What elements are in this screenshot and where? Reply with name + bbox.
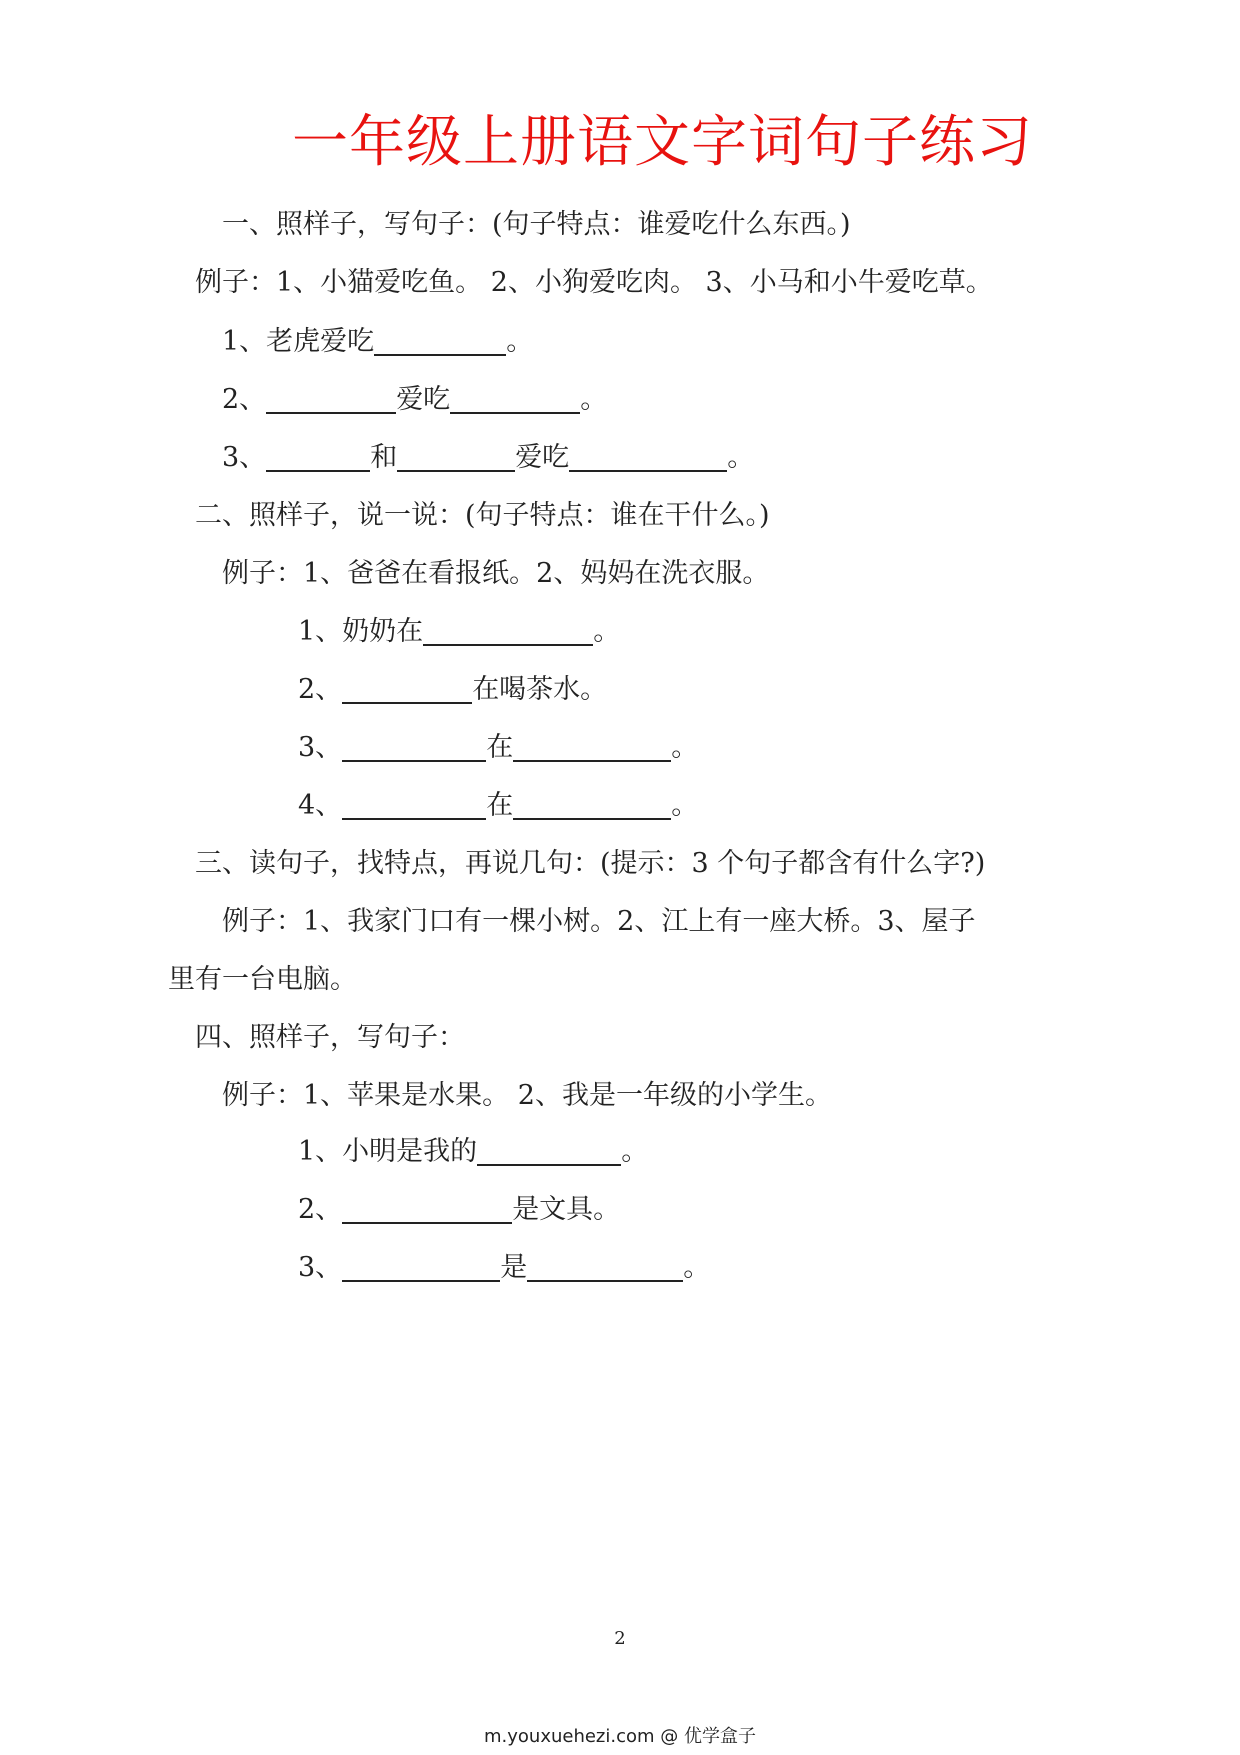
section-2-question-1 (298, 612, 620, 652)
question-text: 1、小明是我的 (298, 1136, 478, 1167)
question-text: 4、 (298, 790, 343, 821)
question-text: 爱吃 (515, 442, 570, 473)
answer-blank[interactable] (374, 324, 506, 356)
section-1-question-1 (222, 322, 533, 362)
question-text: 在 (486, 732, 514, 763)
question-text: 1、奶奶在 (298, 616, 424, 647)
question-text: 3、 (298, 1252, 343, 1283)
footer-watermark: m.youxuehezi.com @ 优学盒子 (483, 1726, 756, 1747)
page-title: 一年级上册语文字词句子练习 (292, 110, 1033, 175)
question-text: 。 (621, 1136, 649, 1167)
answer-blank[interactable] (342, 730, 486, 762)
section-2-example: 例子：1、爸爸在看报纸。2、妈妈在洗衣服。 (222, 558, 770, 589)
question-text: 是文具。 (512, 1194, 621, 1225)
section-4-question-1 (298, 1132, 648, 1172)
section-2-question-4 (298, 786, 698, 826)
question-text: 和 (370, 442, 398, 473)
answer-blank[interactable] (266, 382, 396, 414)
answer-blank[interactable] (450, 382, 580, 414)
section-2-question-3 (298, 728, 698, 768)
section-1-heading: 一、照样子，写句子：(句子特点：谁爱吃什么东西。) (222, 209, 851, 240)
section-3-example-line-2: 里有一台电脑。 (168, 964, 357, 995)
answer-blank[interactable] (513, 788, 671, 820)
answer-blank[interactable] (513, 730, 671, 762)
question-text: 。 (506, 326, 534, 357)
question-text: 爱吃 (396, 384, 451, 415)
question-text: 。 (683, 1252, 711, 1283)
section-3-example-line-1: 例子：1、我家门口有一棵小树。2、江上有一座大桥。3、屋子 (222, 906, 976, 937)
section-2-heading: 二、照样子，说一说：(句子特点：谁在干什么。) (195, 500, 770, 531)
answer-blank[interactable] (477, 1134, 621, 1166)
page-number: 2 (614, 1628, 626, 1649)
question-text: 在喝茶水。 (472, 674, 608, 705)
answer-blank[interactable] (397, 440, 515, 472)
question-text: 。 (671, 790, 699, 821)
section-1-question-2 (222, 380, 607, 420)
question-text: 是 (500, 1252, 528, 1283)
answer-blank[interactable] (266, 440, 370, 472)
answer-blank[interactable] (342, 788, 486, 820)
answer-blank[interactable] (342, 672, 472, 704)
answer-blank[interactable] (569, 440, 727, 472)
question-text: 1、老虎爱吃 (222, 326, 375, 357)
section-4-heading: 四、照样子，写句子： (195, 1022, 465, 1053)
answer-blank[interactable] (342, 1250, 500, 1282)
section-2-question-2 (298, 670, 607, 710)
section-4-question-3 (298, 1248, 710, 1288)
answer-blank[interactable] (342, 1192, 512, 1224)
section-4-question-2 (298, 1190, 620, 1230)
question-text: 2、 (298, 674, 343, 705)
answer-blank[interactable] (423, 614, 593, 646)
section-4-example: 例子：1、苹果是水果。 2、我是一年级的小学生。 (222, 1080, 832, 1111)
question-text: 在 (486, 790, 514, 821)
section-3-heading: 三、读句子，找特点，再说几句：(提示：3 个句子都含有什么字?) (195, 848, 986, 879)
question-text: 。 (727, 442, 755, 473)
question-text: 2、 (298, 1194, 343, 1225)
question-text: 2、 (222, 384, 267, 415)
question-text: 。 (593, 616, 621, 647)
question-text: 3、 (222, 442, 267, 473)
answer-blank[interactable] (527, 1250, 683, 1282)
question-text: 。 (671, 732, 699, 763)
section-1-example: 例子：1、小猫爱吃鱼。 2、小狗爱吃肉。 3、小马和小牛爱吃草。 (195, 267, 993, 298)
question-text: 3、 (298, 732, 343, 763)
question-text: 。 (580, 384, 608, 415)
section-1-question-3 (222, 438, 754, 478)
